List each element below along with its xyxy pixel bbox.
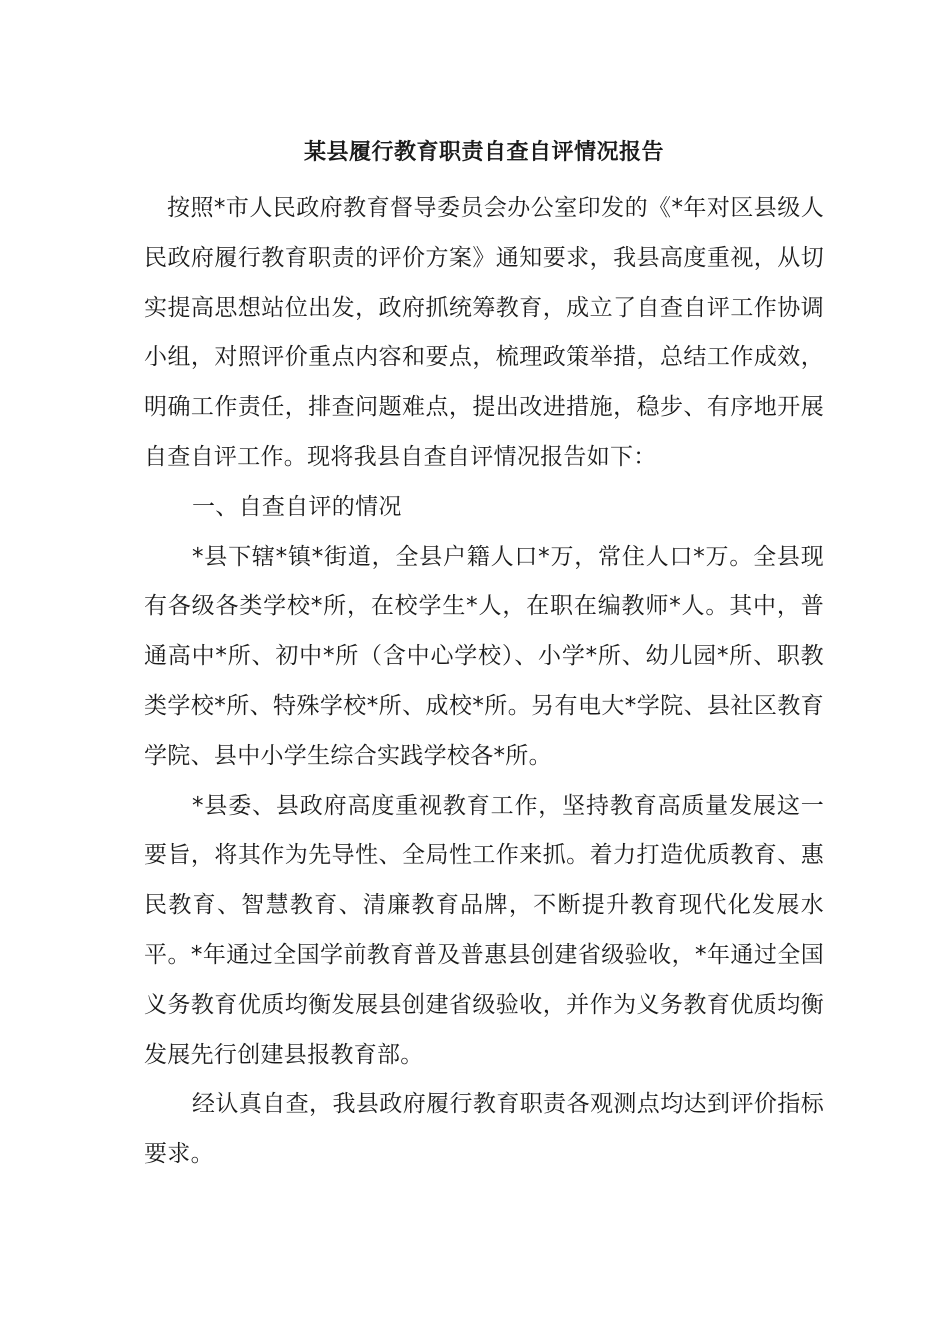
document-body bbox=[144, 128, 824, 1180]
body-paragraph-conclusion: 经认真自查，我县政府履行教育职责各观测点均达到评价指标要求。 bbox=[144, 1091, 824, 1168]
document-title: 某县履行教育职责自查自评情况报告 bbox=[303, 140, 664, 165]
section-heading: 一、自查自评的情况 bbox=[192, 493, 402, 520]
body-paragraph-achievements: *县委、县政府高度重视教育工作，坚持教育高质量发展这一要旨，将其作为先导性、全局性工作来抓。着力打造优质教育、惠民教育、智慧教育、清廉教育品牌，不断提升教育现代化发展水平。*年通过全国学前教育普及普惠县创建省级验收，*年通过全国义务教育优质均衡发展县创建省级验收，并作为义务教育优质均衡发展先行创建县报教育部。 bbox=[144, 792, 824, 1068]
intro-paragraph: 按照*市人民政府教育督导委员会办公室印发的《*年对区县级人民政府履行教育职责的评价方案》通知要求，我县高度重视，从切实提高思想站位出发，政府抓统筹教育，成立了自查自评工作协调小组，对照评价重点内容和要点，梳理政策举措，总结工作成效，明确工作责任，排查问题难点，提出改进措施，稳步、有序地开展自查自评工作。现将我县自查自评情况报告如下： bbox=[144, 195, 824, 470]
body-paragraph-overview: *县下辖*镇*街道，全县户籍人口*万，常住人口*万。全县现有各级各类学校*所，在校学生*人，在职在编教师*人。其中，普通高中*所、初中*所（含中心学校）、小学*所、幼儿园*所、职教类学校*所、特殊学校*所、成校*所。另有电大*学院、县社区教育学院、县中小学生综合实践学校各*所。 bbox=[144, 543, 824, 769]
